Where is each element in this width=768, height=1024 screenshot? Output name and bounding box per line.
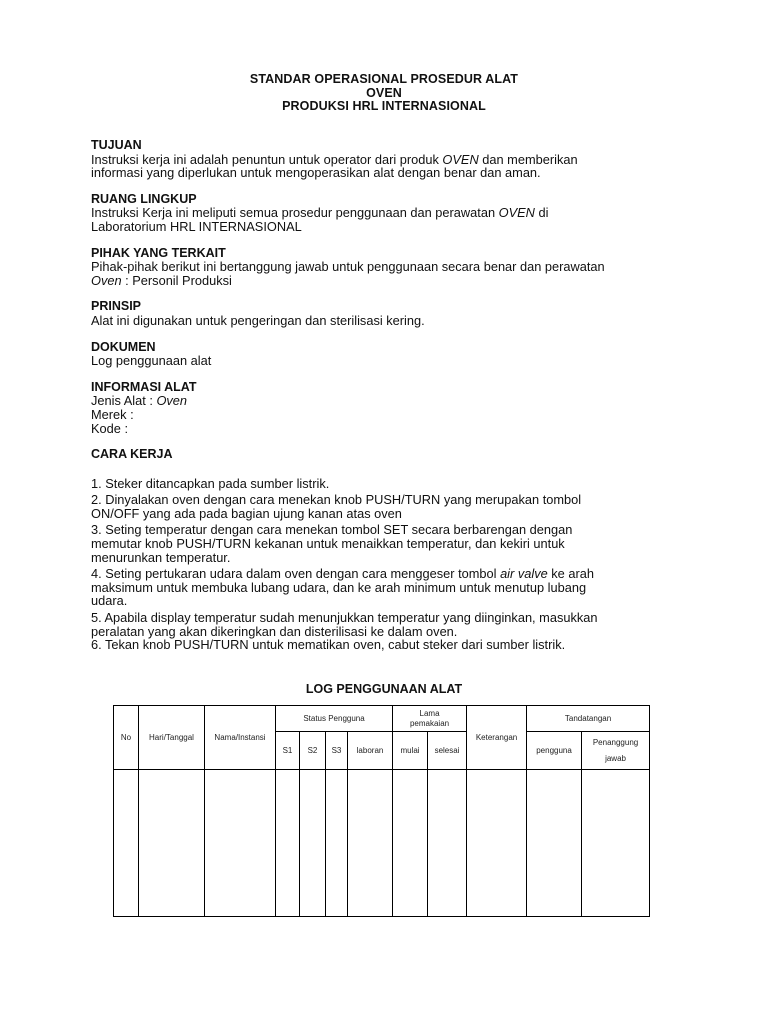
log-header-row-1 — [114, 706, 650, 732]
header-lama-pemakaian — [393, 706, 467, 732]
header-hari-tanggal: Hari/Tanggal — [139, 706, 205, 770]
paragraph-line: 1. Steker ditancapkan pada sumber listrik. — [91, 475, 330, 491]
header-pengguna: pengguna — [527, 732, 582, 770]
cell-nama-instansi[interactable] — [205, 770, 276, 917]
section-heading: DOKUMEN — [91, 339, 156, 354]
section-pihak-terkait — [91, 247, 691, 288]
italic-span: OVEN — [442, 151, 479, 167]
header-nama-instansi: Nama/Instansi — [205, 706, 276, 770]
header-mulai: mulai — [393, 732, 428, 770]
section-cara-kerja — [91, 448, 691, 652]
text-span: Jenis Alat : — [91, 393, 157, 409]
paragraph-line — [91, 206, 691, 220]
paragraph-line: ON/OFF yang ada pada bagian ujung kanan atas oven — [91, 505, 402, 521]
step-item — [91, 611, 691, 638]
log-table — [113, 705, 650, 917]
italic-span: Oven — [91, 272, 122, 288]
italic-span: OVEN — [498, 205, 535, 221]
header-penanggung-jawab — [582, 732, 650, 770]
italic-span: Oven — [156, 393, 188, 409]
header-lama-line-2: pemakaian — [409, 718, 450, 728]
document-body — [91, 139, 691, 665]
document-title — [0, 73, 768, 114]
section-prinsip — [91, 300, 691, 327]
paragraph-line — [91, 394, 691, 408]
section-informasi-alat — [91, 381, 691, 435]
text-span: 4. Seting pertukaran udara dalam oven dengan cara menggeser tombol — [91, 566, 501, 582]
cell-penanggung-jawab[interactable] — [582, 770, 650, 917]
log-entry-row — [114, 770, 650, 917]
text-span: dan memberikan — [478, 151, 578, 167]
title-line-3: PRODUKSI HRL INTERNASIONAL — [282, 99, 486, 113]
title-line-1: STANDAR OPERASIONAL PROSEDUR ALAT — [249, 72, 519, 86]
text-span: di — [534, 205, 549, 221]
paragraph-line: udara. — [91, 593, 128, 609]
header-status-pengguna: Status Pengguna — [276, 706, 393, 732]
header-s1: S1 — [276, 732, 300, 770]
header-lama-line-1: Lama — [419, 708, 440, 718]
paragraph-line: menurunkan temperatur. — [91, 549, 231, 565]
paragraph-line: Merek : — [91, 406, 134, 422]
paragraph-line: maksimum untuk membuka lubang udara, dan ke arah minimum untuk menutup lubang — [91, 579, 587, 595]
section-heading: CARA KERJA — [91, 447, 173, 462]
header-penanggung-line-1: Penanggung — [592, 737, 639, 747]
paragraph-line: memutar knob PUSH/TURN kekanan untuk menaikkan temperatur, dan kekiri untuk — [91, 536, 565, 552]
section-heading: PIHAK YANG TERKAIT — [91, 245, 226, 260]
paragraph-line — [91, 153, 691, 167]
text-span: : Personil Produksi — [121, 272, 232, 288]
paragraph-line: Alat ini digunakan untuk pengeringan dan sterilisasi kering. — [91, 312, 425, 328]
cell-laboran[interactable] — [348, 770, 393, 917]
text-span: Instruksi Kerja ini meliputi semua prosedur penggunaan dan perawatan — [91, 205, 499, 221]
paragraph-line: Laboratorium HRL INTERNASIONAL — [91, 218, 302, 234]
header-no: No — [114, 706, 139, 770]
cell-keterangan[interactable] — [467, 770, 527, 917]
paragraph-line: Kode : — [91, 420, 128, 436]
section-heading: PRINSIP — [91, 299, 142, 314]
step-item — [91, 493, 691, 520]
cell-s2[interactable] — [300, 770, 326, 917]
paragraph-line — [91, 274, 691, 288]
header-selesai: selesai — [428, 732, 467, 770]
text-span: Instruksi kerja ini adalah penuntun untuk operator dari produk — [91, 151, 443, 167]
italic-span: air valve — [500, 566, 548, 582]
section-tujuan — [91, 139, 691, 180]
cell-s1[interactable] — [276, 770, 300, 917]
cell-s3[interactable] — [326, 770, 348, 917]
paragraph-line: 2. Dinyalakan oven dengan cara menekan knob PUSH/TURN yang merupakan tombol — [91, 492, 582, 508]
paragraph-line: 6. Tekan knob PUSH/TURN untuk mematikan oven, cabut steker dari sumber listrik. — [91, 637, 566, 653]
paragraph-line: Log penggunaan alat — [91, 353, 212, 369]
section-ruang-lingkup — [91, 193, 691, 234]
step-item — [91, 477, 691, 491]
log-title: LOG PENGGUNAAN ALAT — [305, 682, 463, 696]
steps-list — [91, 477, 691, 652]
cell-pengguna[interactable] — [527, 770, 582, 917]
header-keterangan: Keterangan — [467, 706, 527, 770]
paragraph-line — [91, 567, 691, 581]
paragraph-line: Pihak-pihak berikut ini bertanggung jawab untuk penggunaan secara benar dan perawatan — [91, 259, 605, 275]
paragraph-line: peralatan yang akan dikeringkan dan disterilisasi ke dalam oven. — [91, 623, 458, 639]
header-tandatangan: Tandatangan — [527, 706, 650, 732]
cell-selesai[interactable] — [428, 770, 467, 917]
section-dokumen — [91, 341, 691, 368]
step-item — [91, 567, 691, 608]
paragraph-line: 3. Seting temperatur dengan cara menekan tombol SET secara berbarengan dengan — [91, 522, 573, 538]
title-line-2: OVEN — [366, 85, 402, 100]
cell-mulai[interactable] — [393, 770, 428, 917]
step-item — [91, 638, 691, 652]
section-heading: RUANG LINGKUP — [91, 191, 197, 206]
cell-hari-tanggal[interactable] — [139, 770, 205, 917]
paragraph-line: 5. Apabila display temperatur sudah menunjukkan temperatur yang diinginkan, masukkan — [91, 610, 598, 626]
header-penanggung-line-2: jawab — [605, 753, 626, 763]
text-span: ke arah — [547, 566, 594, 582]
header-s3: S3 — [326, 732, 348, 770]
section-heading: TUJUAN — [91, 138, 142, 152]
section-heading: INFORMASI ALAT — [91, 379, 197, 394]
step-item — [91, 523, 691, 564]
paragraph-line: informasi yang diperlukan untuk mengoperasikan alat dengan benar dan aman. — [91, 165, 541, 181]
header-s2: S2 — [300, 732, 326, 770]
header-laboran: laboran — [348, 732, 393, 770]
cell-no[interactable] — [114, 770, 139, 917]
